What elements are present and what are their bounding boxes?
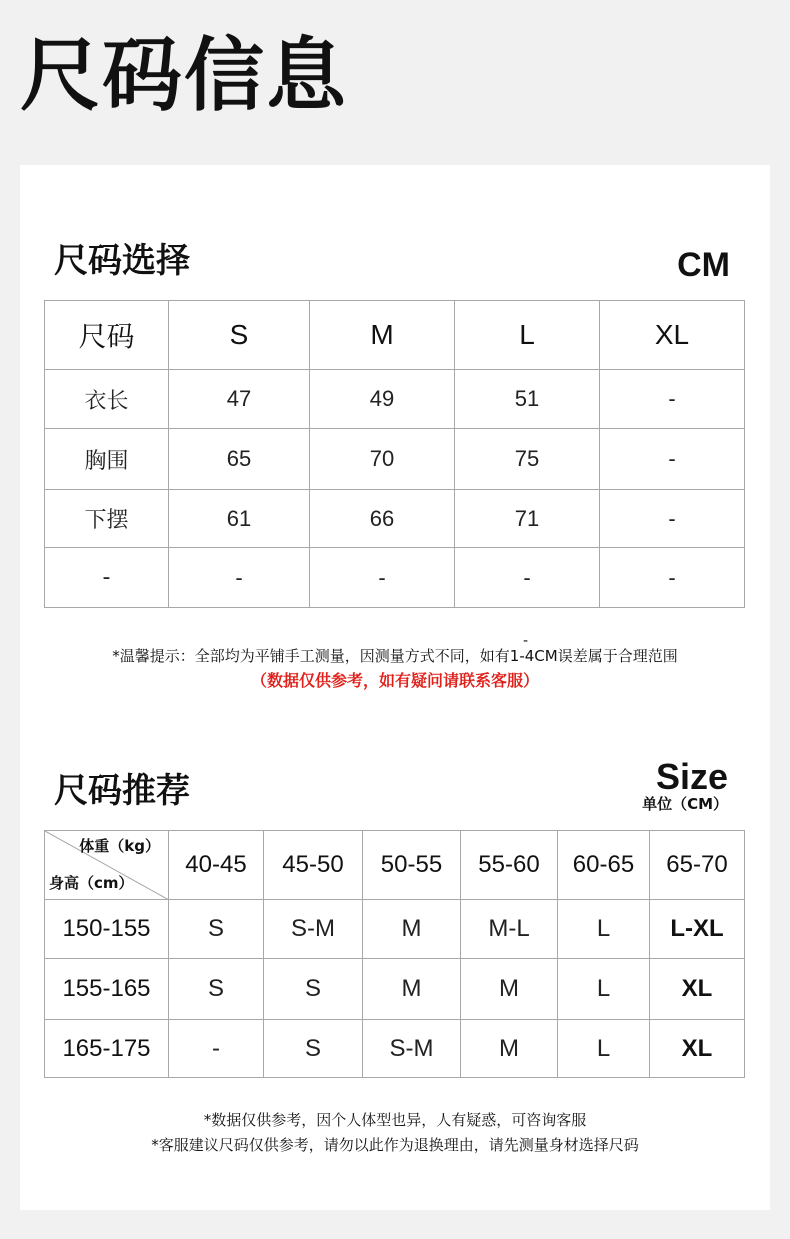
table-row	[45, 900, 745, 959]
table-row	[45, 959, 745, 1020]
table-cell: 51	[455, 370, 600, 429]
disclaimer-note-2: *客服建议尺码仅供参考，请勿以此作为退换理由，请先测量身材选择尺码	[151, 1136, 639, 1154]
size-header-row	[45, 301, 745, 370]
table-cell: S-M	[363, 1020, 461, 1078]
table-cell: S	[169, 959, 264, 1020]
weight-header-cell: 50-55	[363, 831, 461, 900]
table-cell: L	[558, 959, 650, 1020]
stray-dash-mark: -	[523, 633, 529, 649]
measure-label: -	[45, 548, 169, 608]
table-cell: XL	[650, 1020, 745, 1078]
table-cell: S	[264, 1020, 363, 1078]
weight-axis-label: 体重（kg）	[79, 837, 160, 855]
table-cell: -	[310, 548, 455, 608]
header-corner-cell	[45, 831, 169, 900]
table-row	[45, 429, 745, 490]
table-cell: S	[264, 959, 363, 1020]
size-info-card	[20, 165, 770, 1210]
disclaimer-note-1: *数据仅供参考，因个人体型也异，人有疑惑，可咨询客服	[203, 1111, 587, 1129]
weight-header-cell: 40-45	[169, 831, 264, 900]
size-header-cell: M	[310, 301, 455, 370]
table-cell: -	[169, 548, 310, 608]
table-cell: -	[600, 548, 745, 608]
table-row	[45, 490, 745, 548]
table-cell: 47	[169, 370, 310, 429]
table-cell: 70	[310, 429, 455, 490]
size-header-label: 尺码	[45, 301, 169, 370]
size-header-cell: XL	[600, 301, 745, 370]
page-title: 尺码信息	[20, 29, 348, 122]
table-cell: M	[461, 1020, 558, 1078]
table-row	[45, 1020, 745, 1078]
size-unit-label: 单位（CM）	[642, 795, 728, 813]
weight-header-cell: 60-65	[558, 831, 650, 900]
height-label: 150-155	[45, 900, 169, 959]
measurement-note: *温馨提示：全部均为平铺手工测量，因测量方式不同，如有1-4CM误差属于合理范围	[112, 647, 678, 665]
size-recommend-table	[44, 830, 745, 1078]
table-cell: S	[169, 900, 264, 959]
table-cell: 65	[169, 429, 310, 490]
reference-note: （数据仅供参考，如有疑问请联系客服）	[250, 671, 539, 690]
table-cell: -	[169, 1020, 264, 1078]
weight-header-cell: 55-60	[461, 831, 558, 900]
table-cell: L-XL	[650, 900, 745, 959]
size-header-cell: S	[169, 301, 310, 370]
weight-header-cell: 65-70	[650, 831, 745, 900]
table-cell: 75	[455, 429, 600, 490]
height-label: 155-165	[45, 959, 169, 1020]
size-recommend-title: 尺码推荐	[54, 771, 190, 811]
table-cell: -	[600, 370, 745, 429]
weight-header-row	[45, 831, 745, 900]
table-cell: -	[455, 548, 600, 608]
table-cell: M	[363, 959, 461, 1020]
height-axis-label: 身高（cm）	[49, 874, 134, 892]
table-cell: 66	[310, 490, 455, 548]
measure-label: 下摆	[45, 490, 169, 548]
table-cell: L	[558, 900, 650, 959]
table-cell: M	[461, 959, 558, 1020]
measure-label: 衣长	[45, 370, 169, 429]
measure-label: 胸围	[45, 429, 169, 490]
table-cell: -	[600, 490, 745, 548]
table-cell: 71	[455, 490, 600, 548]
weight-header-cell: 45-50	[264, 831, 363, 900]
table-cell: -	[600, 429, 745, 490]
table-cell: M-L	[461, 900, 558, 959]
table-cell: 49	[310, 370, 455, 429]
unit-label: CM	[677, 246, 730, 284]
size-word-label: Size	[655, 756, 728, 797]
height-label: 165-175	[45, 1020, 169, 1078]
table-cell: L	[558, 1020, 650, 1078]
table-cell: 61	[169, 490, 310, 548]
table-row	[45, 370, 745, 429]
table-row	[45, 548, 745, 608]
table-cell: S-M	[264, 900, 363, 959]
table-cell: M	[363, 900, 461, 959]
size-selection-title: 尺码选择	[54, 241, 190, 281]
size-chart-table	[44, 300, 745, 608]
table-cell: XL	[650, 959, 745, 1020]
size-header-cell: L	[455, 301, 600, 370]
